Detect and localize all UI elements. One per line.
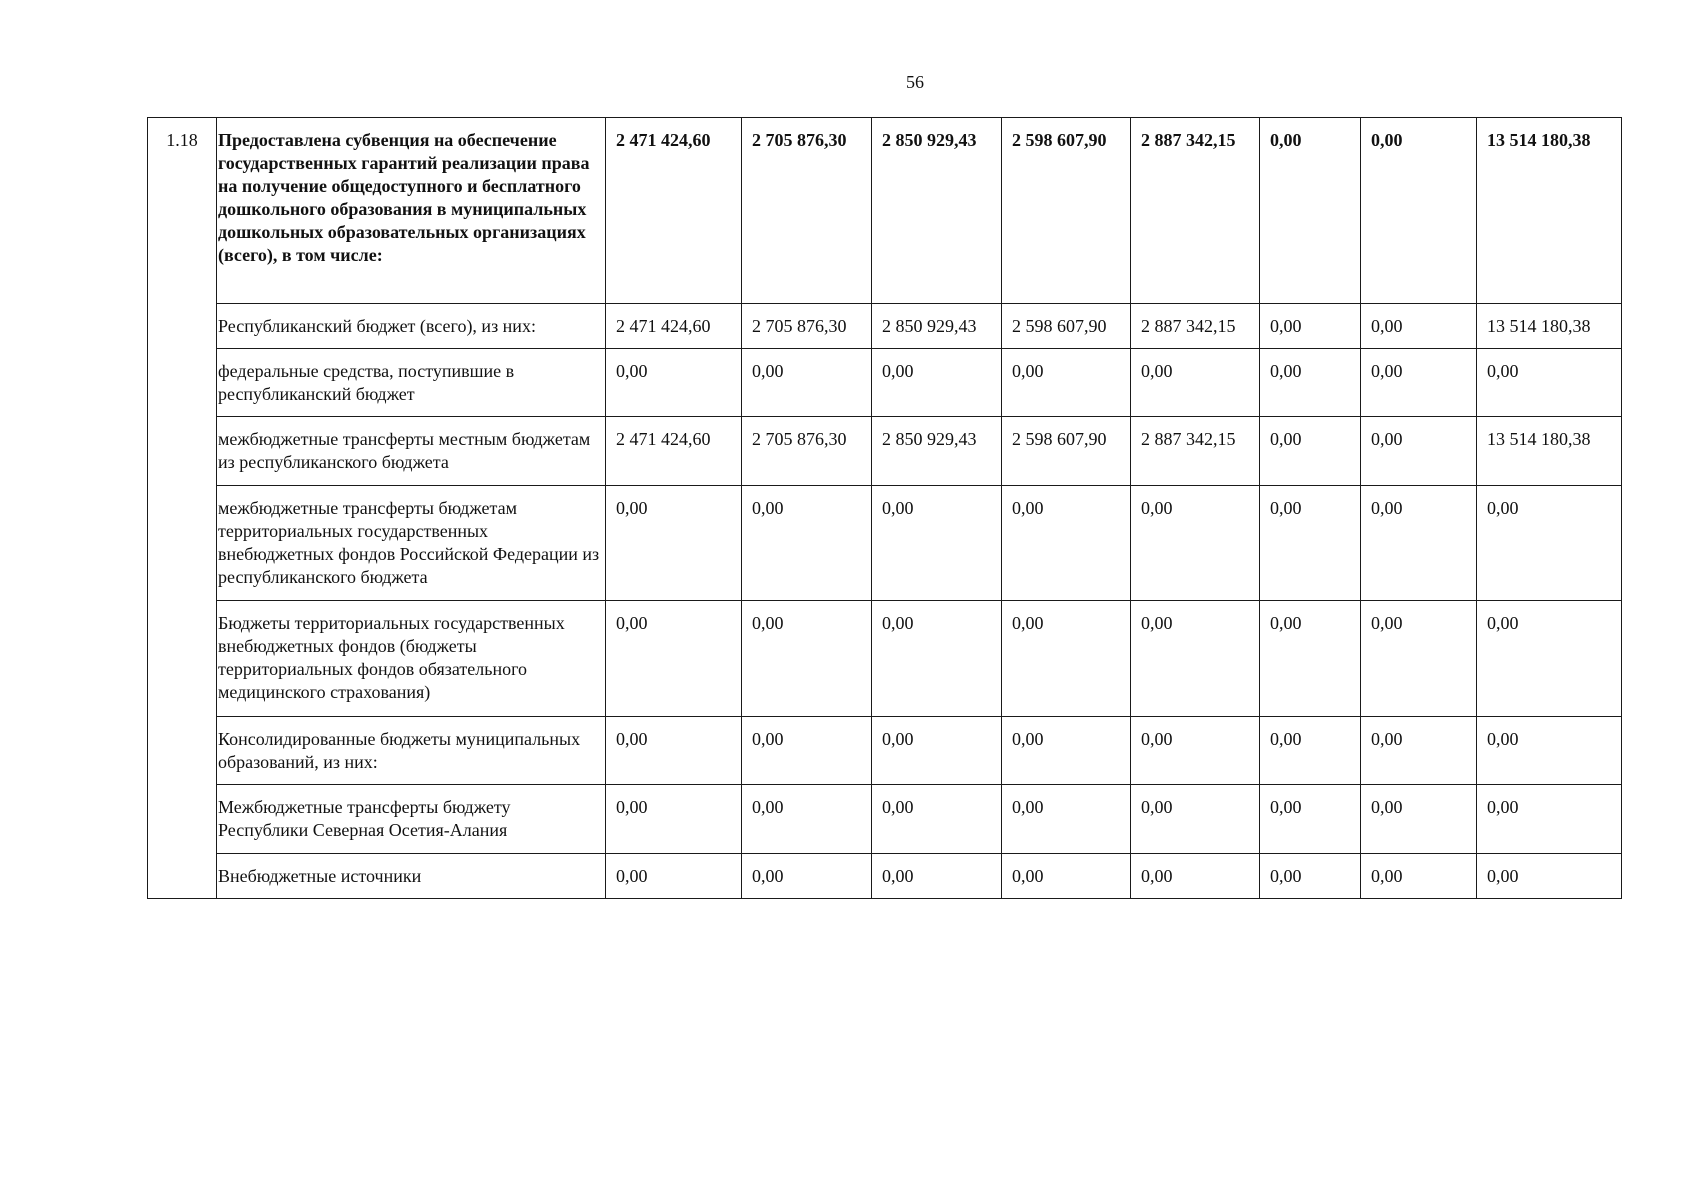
value-cell: 0,00 — [606, 717, 742, 785]
row-label-cell: Внебюджетные источники — [217, 854, 606, 899]
value-cell: 2 887 342,15 — [1131, 304, 1260, 349]
page-number: 56 — [906, 72, 924, 92]
value-cell: 0,00 — [872, 717, 1002, 785]
value-cell: 0,00 — [1260, 118, 1361, 304]
total-value-cell: 13 514 180,38 — [1477, 118, 1622, 304]
total-value-cell: 0,00 — [1477, 486, 1622, 601]
value-cell: 2 705 876,30 — [742, 417, 872, 486]
value-cell: 0,00 — [1002, 349, 1131, 417]
value-cell: 0,00 — [1361, 349, 1477, 417]
value-cell: 0,00 — [606, 854, 742, 899]
value-cell: 0,00 — [872, 486, 1002, 601]
table-row — [148, 785, 1622, 854]
value-cell: 2 471 424,60 — [606, 118, 742, 304]
value-cell: 0,00 — [1131, 854, 1260, 899]
value-cell: 0,00 — [1002, 854, 1131, 899]
row-label-cell: Предоставлена субвенция на обеспечение государственных гарантий реализации права на получение общедоступного и бесплатного дошкольного образования в муниципальных дошкольных образовательных организациях (всего), в том числе: — [217, 118, 606, 304]
value-cell: 0,00 — [1260, 785, 1361, 854]
value-cell: 2 471 424,60 — [606, 304, 742, 349]
total-value-cell: 0,00 — [1477, 785, 1622, 854]
value-cell: 2 850 929,43 — [872, 417, 1002, 486]
value-cell: 0,00 — [872, 601, 1002, 717]
table-row — [148, 486, 1622, 601]
value-cell: 0,00 — [1260, 717, 1361, 785]
value-cell: 0,00 — [742, 854, 872, 899]
value-cell: 0,00 — [742, 785, 872, 854]
table-row — [148, 417, 1622, 486]
value-cell: 0,00 — [1002, 601, 1131, 717]
value-cell: 2 598 607,90 — [1002, 304, 1131, 349]
row-label-cell: федеральные средства, поступившие в республиканский бюджет — [217, 349, 606, 417]
value-cell: 0,00 — [1260, 417, 1361, 486]
value-cell: 2 850 929,43 — [872, 118, 1002, 304]
value-cell: 2 887 342,15 — [1131, 118, 1260, 304]
value-cell: 0,00 — [1131, 486, 1260, 601]
value-cell: 0,00 — [606, 486, 742, 601]
total-value-cell: 0,00 — [1477, 601, 1622, 717]
value-cell: 0,00 — [606, 601, 742, 717]
budget-table — [147, 117, 1622, 899]
value-cell: 0,00 — [1131, 717, 1260, 785]
value-cell: 0,00 — [606, 785, 742, 854]
row-label-cell: Консолидированные бюджеты муниципальных образований, из них: — [217, 717, 606, 785]
table-row — [148, 118, 1622, 304]
value-cell: 0,00 — [1131, 601, 1260, 717]
value-cell: 0,00 — [1361, 601, 1477, 717]
value-cell: 0,00 — [1131, 785, 1260, 854]
value-cell: 0,00 — [742, 349, 872, 417]
value-cell: 2 887 342,15 — [1131, 417, 1260, 486]
row-label-cell: Бюджеты территориальных государственных внебюджетных фондов (бюджеты территориальных фондов обязательного медицинского страхования) — [217, 601, 606, 717]
value-cell: 2 705 876,30 — [742, 118, 872, 304]
value-cell: 2 598 607,90 — [1002, 417, 1131, 486]
table-row — [148, 601, 1622, 717]
table-row — [148, 717, 1622, 785]
row-label-cell: межбюджетные трансферты местным бюджетам из республиканского бюджета — [217, 417, 606, 486]
table-row — [148, 304, 1622, 349]
row-label-cell: Межбюджетные трансферты бюджету Республики Северная Осетия-Алания — [217, 785, 606, 854]
value-cell: 0,00 — [872, 349, 1002, 417]
value-cell: 2 705 876,30 — [742, 304, 872, 349]
value-cell: 0,00 — [742, 601, 872, 717]
value-cell: 0,00 — [1002, 717, 1131, 785]
value-cell: 0,00 — [1002, 785, 1131, 854]
total-value-cell: 13 514 180,38 — [1477, 417, 1622, 486]
value-cell: 0,00 — [1260, 304, 1361, 349]
row-label-cell: Республиканский бюджет (всего), из них: — [217, 304, 606, 349]
value-cell: 2 850 929,43 — [872, 304, 1002, 349]
value-cell: 2 471 424,60 — [606, 417, 742, 486]
total-value-cell: 0,00 — [1477, 349, 1622, 417]
value-cell: 0,00 — [1361, 304, 1477, 349]
value-cell: 0,00 — [1260, 486, 1361, 601]
value-cell: 0,00 — [1361, 486, 1477, 601]
total-value-cell: 0,00 — [1477, 854, 1622, 899]
value-cell: 0,00 — [872, 785, 1002, 854]
table-row — [148, 854, 1622, 899]
value-cell: 2 598 607,90 — [1002, 118, 1131, 304]
value-cell: 0,00 — [1361, 118, 1477, 304]
value-cell: 0,00 — [1361, 417, 1477, 486]
value-cell: 0,00 — [1260, 854, 1361, 899]
value-cell: 0,00 — [1361, 785, 1477, 854]
value-cell: 0,00 — [1002, 486, 1131, 601]
value-cell: 0,00 — [1260, 349, 1361, 417]
value-cell: 0,00 — [1131, 349, 1260, 417]
total-value-cell: 13 514 180,38 — [1477, 304, 1622, 349]
value-cell: 0,00 — [1361, 717, 1477, 785]
total-value-cell: 0,00 — [1477, 717, 1622, 785]
row-number-cell: 1.18 — [148, 118, 217, 899]
value-cell: 0,00 — [742, 717, 872, 785]
value-cell: 0,00 — [606, 349, 742, 417]
table-row — [148, 349, 1622, 417]
value-cell: 0,00 — [1260, 601, 1361, 717]
value-cell: 0,00 — [872, 854, 1002, 899]
value-cell: 0,00 — [1361, 854, 1477, 899]
row-label-cell: межбюджетные трансферты бюджетам территориальных государственных внебюджетных фондов Российской Федерации из республиканского бюджета — [217, 486, 606, 601]
value-cell: 0,00 — [742, 486, 872, 601]
